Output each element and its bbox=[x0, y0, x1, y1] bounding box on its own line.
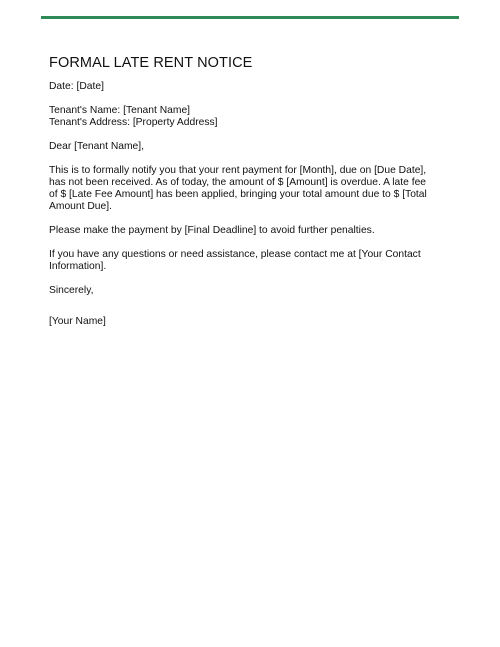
letter-body bbox=[49, 55, 434, 340]
body-paragraph-3: If you have any questions or need assistance, please contact me at [Your Contact Information]. bbox=[49, 249, 421, 272]
top-accent-rule bbox=[41, 16, 459, 19]
tenant-address-line: Tenant's Address: [Property Address] bbox=[49, 117, 218, 128]
date-line: Date: [Date] bbox=[49, 81, 104, 92]
body-paragraph-2: Please make the payment by [Final Deadline] to avoid further penalties. bbox=[49, 225, 375, 236]
salutation: Dear [Tenant Name], bbox=[49, 141, 145, 152]
tenant-name-line: Tenant's Name: [Tenant Name] bbox=[49, 105, 191, 116]
document-title: FORMAL LATE RENT NOTICE bbox=[49, 55, 253, 71]
body-paragraph-1: This is to formally notify you that your rent payment for [Month], due on [Due Date], has not been received. As of today, the amount of $ [Amount] is overdue. A late fee of $ [Late Fee Amount] has been applied, bringing your total amount due to $ [Total Amount Due]. bbox=[49, 165, 427, 212]
signature-name: [Your Name] bbox=[49, 316, 106, 327]
closing: Sincerely, bbox=[49, 285, 94, 296]
tenant-info bbox=[49, 105, 434, 129]
